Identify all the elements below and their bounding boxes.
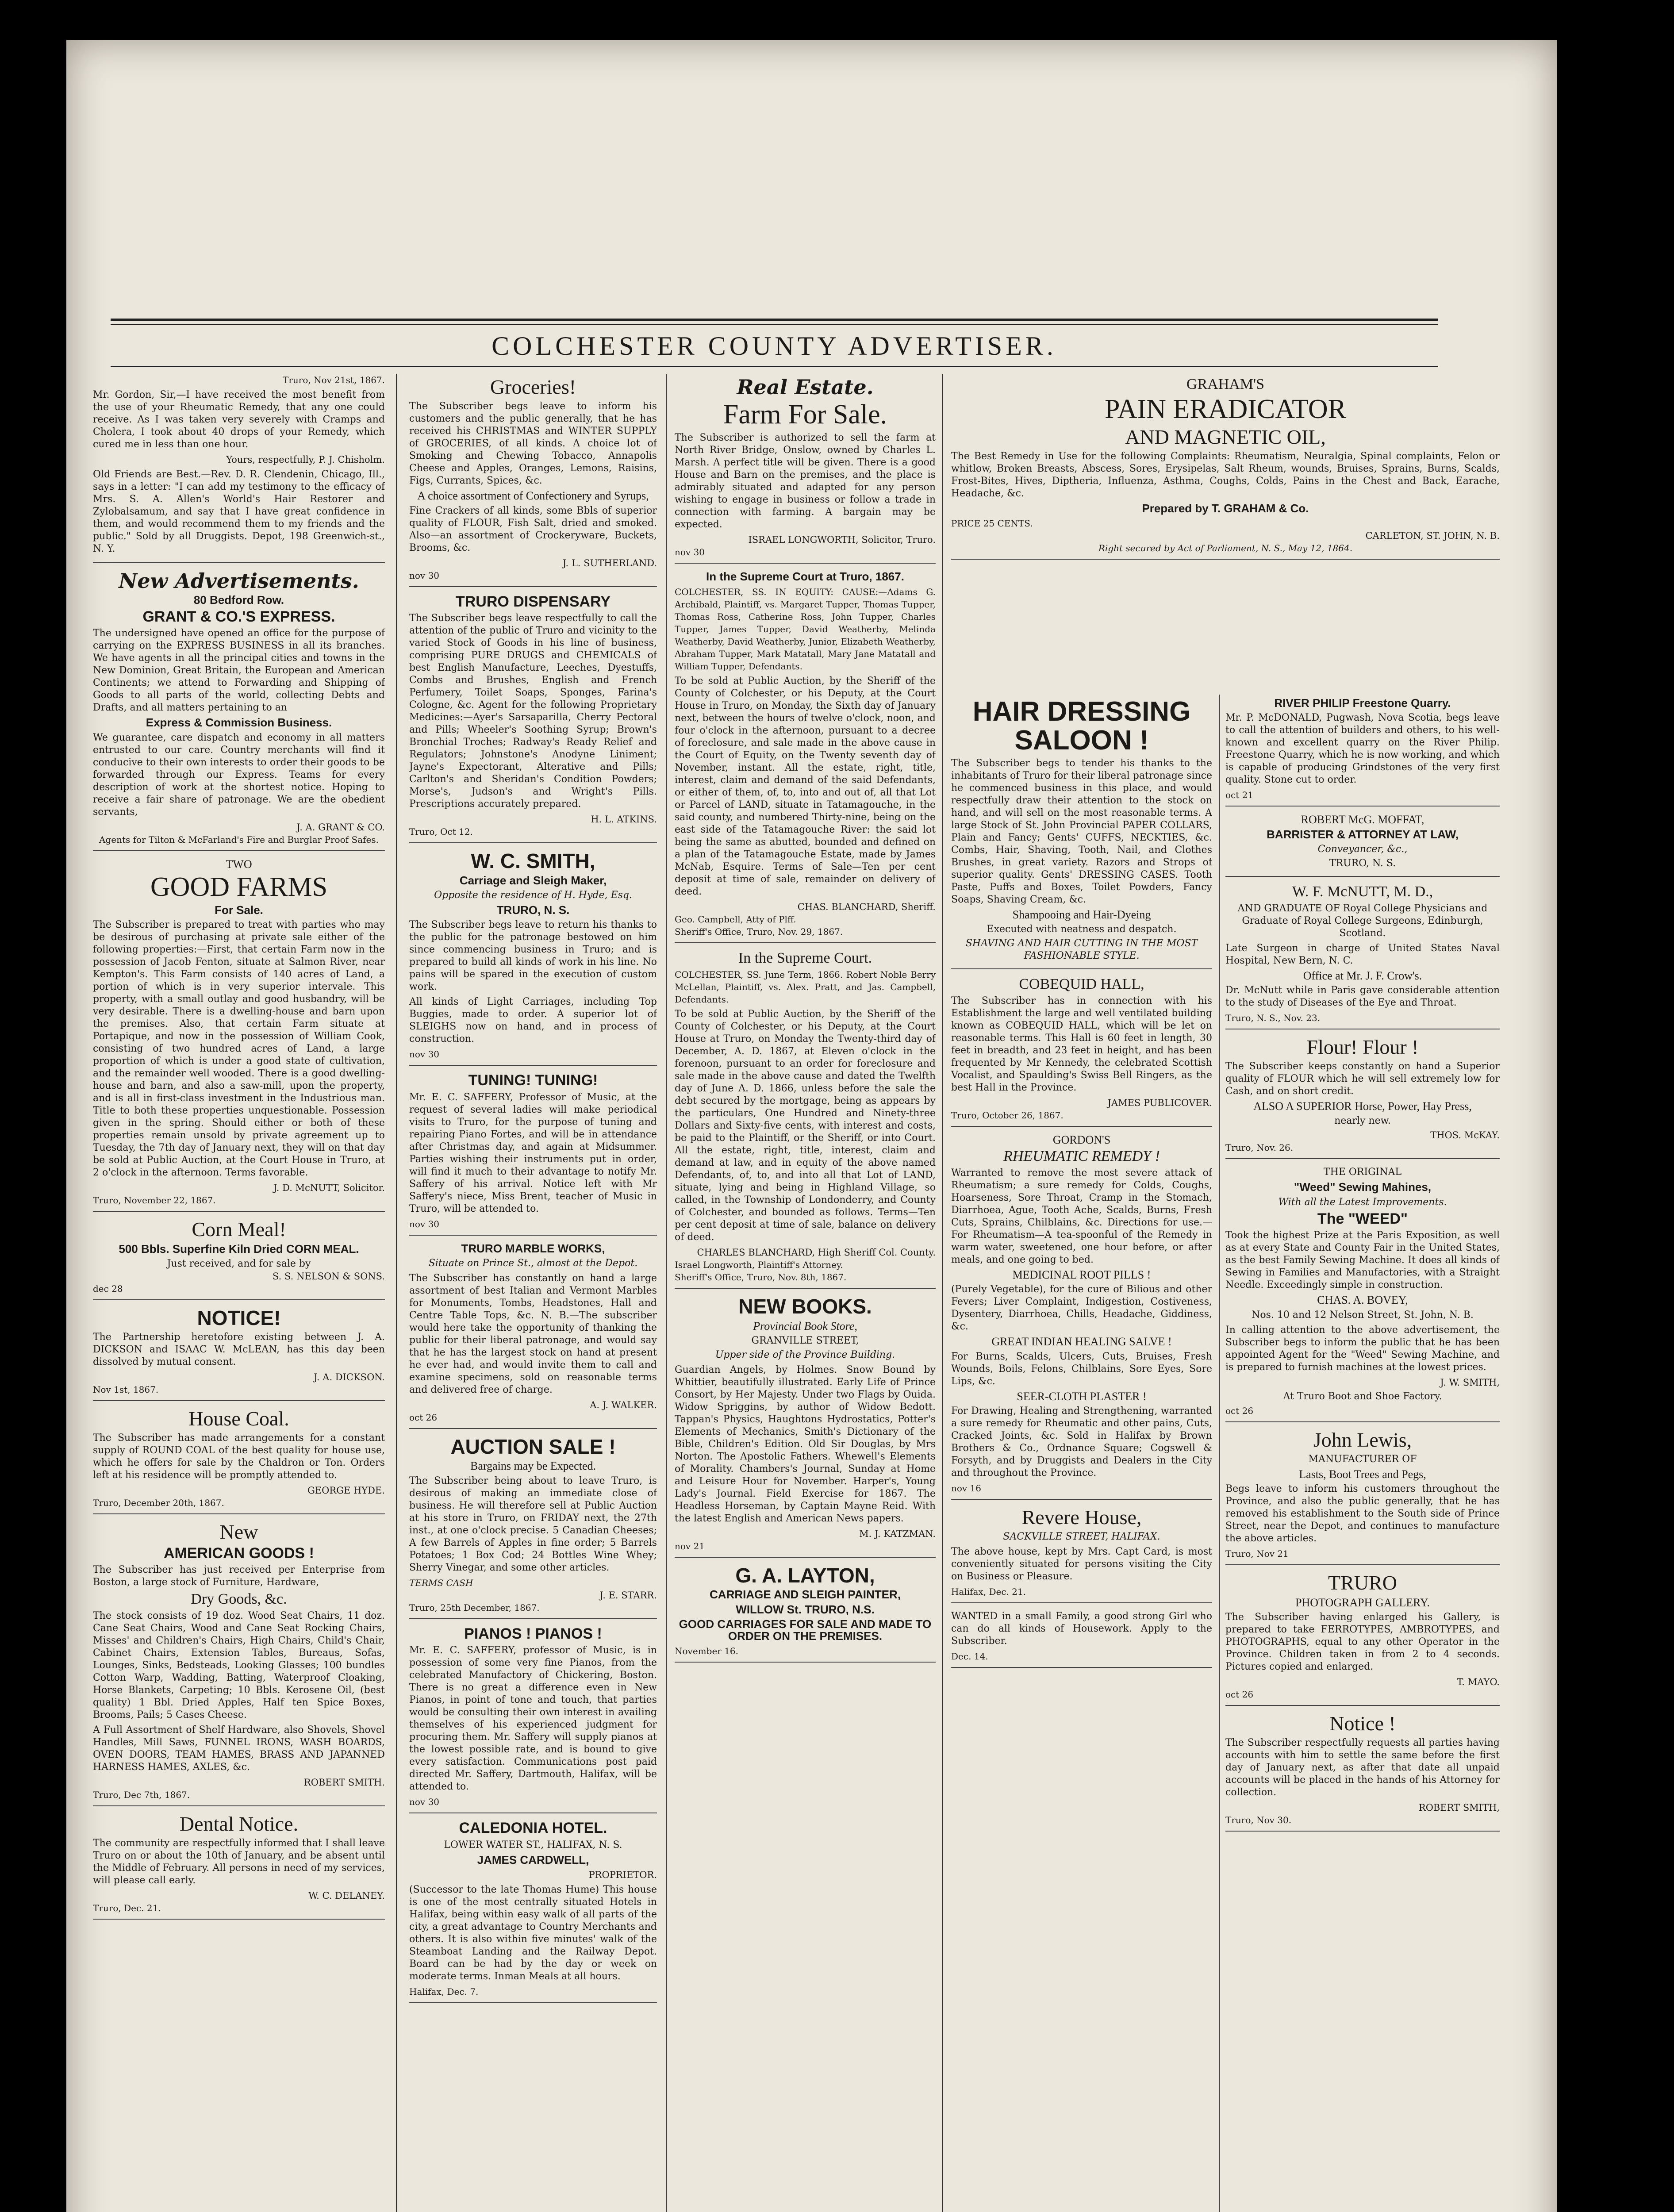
ad-signature: CHAS. A. BOVEY,	[1317, 1294, 1408, 1307]
ad-body: 500 Bbls. Superfine Kiln Dried CORN MEAL.	[119, 1242, 359, 1256]
ad-title: CALEDONIA HOTEL.	[459, 1820, 607, 1837]
ad-date: nov 30	[409, 1218, 440, 1229]
ad-signature: J. A. DICKSON.	[314, 1372, 385, 1383]
ad-date: Sheriff's Office, Truro, Nov. 8th, 1867.	[675, 1272, 847, 1283]
ad-title: Flour! Flour !	[1306, 1035, 1419, 1058]
ad-body: GOOD CARRIAGES FOR SALE AND MADE TO ORDER ON THE PREMISES.	[679, 1617, 932, 1643]
ad-signature: ROBERT SMITH.	[303, 1777, 385, 1788]
ad-signature: W. C. DELANEY.	[308, 1890, 385, 1901]
ad-address: 80 Bedford Row.	[193, 593, 284, 607]
ad-case: COLCHESTER, SS. June Term, 1866. Robert Noble Berry McLellan, Plaintiff, vs. Alex. Pratt, and Jas. Campbell, Defendants.	[675, 969, 936, 1005]
testimonial-letter	[93, 374, 385, 563]
ad-body: The Subscriber respectfully requests all parties having accounts with him to settle the same before the first day of January next, as after that date all unpaid accounts will be placed in the hands of his Attorney for collection.	[1225, 1737, 1500, 1798]
ad-pain-eradicator	[951, 376, 1500, 560]
ad-farm-for-sale	[675, 400, 936, 564]
ad-body: The Subscriber being about to leave Truro, is desirous of making an immediate close of business. He will therefore sell at Public Auction at his store in Truro, on FRIDAY next, the 27th inst., at one o'clock precise. 5 Canadian Cheeses; A few Barrels of Apples in fine order; 5 Barrels Potatoes; 1 Box Cod; 24 Bottles Wine Whey; Sherry Vinegar, and some other articles.	[409, 1475, 657, 1573]
ad-date: Truro, Nov. 26.	[1225, 1142, 1294, 1153]
ad-location: TRURO, N. S.	[496, 903, 570, 917]
ad-date: nov 21	[675, 1540, 705, 1551]
ad-date: Sheriff's Office, Truro, Nov. 29, 1867.	[675, 926, 843, 937]
ad-signature: H. L. ATKINS.	[591, 814, 657, 825]
ad-maker: Prepared by T. GRAHAM & Co.	[1142, 502, 1309, 515]
ad-new-books	[675, 1296, 936, 1558]
ad-attorney: Israel Longworth, Plaintiff's Attorney.	[675, 1260, 843, 1271]
ad-marble-works	[409, 1243, 657, 1429]
ad-subtitle: The "WEED"	[1317, 1210, 1408, 1227]
ad-date: oct 26	[1225, 1689, 1254, 1700]
ad-subtitle: Dry Goods, &c.	[191, 1591, 287, 1608]
ad-address: Nos. 10 and 12 Nelson Street, St. John, N. B.	[1252, 1309, 1474, 1321]
ad-layton	[675, 1565, 936, 1663]
ad-signature: J. L. SUTHERLAND.	[562, 557, 657, 568]
ad-date: Truro, December 20th, 1867.	[93, 1498, 224, 1509]
ad-body: Dr. McNutt while in Paris gave considerable attention to the study of Diseases of the Eye and Throat.	[1225, 984, 1500, 1008]
ad-subtitle: LOWER WATER ST., HALIFAX, N. S.	[444, 1839, 622, 1851]
ad-date: nov 30	[675, 547, 705, 558]
ad-note: Right secured by Act of Parliament, N. S., May 12, 1864.	[1098, 543, 1353, 554]
ad-title: W. F. McNUTT, M. D.,	[1292, 883, 1433, 900]
ad-auction-sale	[409, 1436, 657, 1619]
column-4-left	[951, 695, 1212, 2212]
ad-body: To be sold at Public Auction, by the Sheriff of the County of Colchester, or his Deputy, at the Court House in Truro, on Monday, the Sixth day of January next, between the hours of twelve o'clock, noon, and four o'clock in the afternoon, pursuant to a decree of foreclosure, and sale made in the above cause in the Court of Equity, on the Twenty seventh day of November, instant. All the estate, right, title, interest, claim and demand of the said Defendants, or either of them, of, to, into and out of, all that Lot or Parcel of LAND, situate in Tatamagouche, in the said county, and numbered Thirty-nine, being on the east side of the Tatamagouche River: the said lot being the same as abutted, bounded and defined on a plan of the Tatamagouche Estate, made by James McNab, Esquire. Terms of Sale—Ten per cent deposit at time of sale, remainder on delivery of deed.	[675, 675, 936, 897]
ad-body: The Subscriber begs leave to return his thanks to the public for the patronage bestowed on him since commencing business in Truro; and is prepared to build all kinds of work in his line. No pains will be spared in the execution of custom work.	[409, 919, 657, 993]
ad-date: Truro, Dec. 21.	[93, 1903, 161, 1914]
ad-title: John Lewis,	[1313, 1428, 1412, 1451]
ad-body: Begs leave to inform his customers throughout the Province, and also the public generally, that he has removed his establishment to the South side of Prince Street, near the Depot, and continues to manufacture the above articles.	[1225, 1483, 1500, 1544]
ad-groceries	[409, 376, 657, 587]
ad-title: Dental Notice.	[179, 1813, 299, 1836]
ad-title: Corn Meal!	[192, 1218, 286, 1241]
column-divider	[666, 374, 667, 2212]
ad-date: oct 21	[1225, 790, 1254, 801]
ad-brand: GRAHAM'S	[1186, 376, 1265, 392]
ad-signature: J. W. SMITH,	[1440, 1377, 1500, 1388]
ad-attorney: Geo. Campbell, Atty of Plff.	[675, 914, 796, 925]
ad-body: (Purely Vegetable), for the cure of Bilious and other Fevers; Liver Complaint, Indigestion, Costiveness, Dysentery, Diarrhoea, Chills, Headache, Giddiness, &c.	[951, 1284, 1212, 1333]
ad-body: The Subscriber has in connection with his Establishment the large and well ventilated building known as COBEQUID HALL, which will be let on reasonable terms. This Hall is 60 feet in length, 30 feet in breadth, and 23 feet in height, and has been frequented by Mr Kennedy, the celebrated Scottish Vocalist, and Spaulding's Swiss Bell Ringers, as the best Hall in the Province.	[951, 995, 1212, 1094]
masthead-title: COLCHESTER COUNTY ADVERTISER.	[491, 331, 1057, 361]
ad-kicker: THE ORIGINAL	[1323, 1167, 1402, 1178]
ad-location: CARLETON, ST. JOHN, N. B.	[1365, 530, 1500, 541]
ad-tuning	[409, 1073, 657, 1236]
ad-name: ROBERT McG. MOFFAT,	[1301, 813, 1424, 826]
ad-body: The stock consists of 19 doz. Wood Seat Chairs, 11 doz. Cane Seat Chairs, Wood and Cane Seat Rocking Chairs, Misses' and Children's Chairs, High Chairs, Child's Chair, Cabinet Chairs, Extension Tables, Bureaus, Sofas, Lounges, Sinks, Bedsteads, Looking Glasses; 100 bundles Cotton Warp, Wadding, Batting, Waterproof Cloaking, Horse Blankets, Carpeting; 10 Bbls. Kerosene Oil, (best quality) 1 Bbl. Dried Apples, Half ten Spice Boxes, Brooms, Pails; 5 Cases Cheese.	[93, 1610, 385, 1721]
ad-title: NOTICE!	[197, 1306, 281, 1329]
ad-weed-sewing	[1225, 1166, 1500, 1422]
column-divider	[942, 374, 943, 2212]
ad-body: The Subscriber is authorized to sell the farm at North River Bridge, Onslow, owned by Charles L. Marsh. A perfect title will be given. There is a good House and Barn on the premises, and the place is admirably situated and adapted for any person wishing to engage in business or follow a trade in connection with farming. A bargain may be expected.	[675, 432, 936, 530]
ad-proprietor: JAMES CARDWELL,	[477, 1853, 589, 1867]
ad-supreme-court-equity	[675, 571, 936, 943]
ad-subtitle: Lasts, Boot Trees and Pegs,	[1299, 1468, 1426, 1481]
ad-kicker: TWO	[226, 857, 252, 871]
ad-subtitle: Executed with neatness and despatch.	[987, 924, 1177, 935]
ad-title: Revere House,	[1021, 1506, 1142, 1529]
column-divider	[396, 374, 397, 2212]
ad-body: Mr. E. C. SAFFERY, professor of Music, is in possession of some very fine Pianos, from the celebrated Manufactory of Chickering, Boston. There is no great a difference even in New Pianos, in point of tone and touch, that parties would be consulting their own interest in availing themselves of his experienced judgment for procuring them. Mr. Saffery will supply pianos at the lowest possible rate, and is bound to give every satisfaction. Communications post paid directed Mr. Saffery, Dartmouth, Halifax, will be attended to.	[409, 1645, 657, 1793]
column-3	[675, 374, 936, 2212]
ad-address: GRANVILLE STREET,	[751, 1335, 859, 1346]
ad-subtitle: AND GRADUATE OF Royal College Physicians and Graduate of Royal College Surgeons, Edinburgh, Scotland.	[1237, 902, 1488, 939]
ad-subtitle: PHOTOGRAPH GALLERY.	[1295, 1596, 1430, 1609]
ad-body: The Subscriber has made arrangements for a constant supply of ROUND COAL of the best quality for house use, which he offers for sale by the Chaldron or Ton. Orders left at his residence will be promptly attended to.	[93, 1432, 385, 1481]
ad-date: nov 30	[409, 1049, 440, 1060]
ad-date: oct 26	[409, 1412, 438, 1423]
ad-subtitle: Provincial Book Store,	[753, 1319, 857, 1333]
ad-good-farms	[93, 858, 385, 1212]
column-4-right	[1225, 695, 1500, 2212]
ad-title: TRURO MARBLE WORKS,	[461, 1241, 605, 1255]
ad-title: In the Supreme Court.	[738, 949, 872, 966]
ad-grant-express	[93, 594, 385, 851]
ad-subtitle: A choice assortment of Confectionery and Syrups,	[417, 489, 649, 503]
ad-title: Groceries!	[490, 376, 576, 398]
ad-date: Truro, 25th December, 1867.	[409, 1602, 540, 1613]
ad-body: Just received, and for sale by	[167, 1258, 311, 1269]
ad-body: To be sold at Public Auction, by the Sheriff of the County of Colchester, or his Deputy, at the Court House at Truro, on Monday the Twenty-third day of December, A. D. 1867, at Eleven o'clock in the forenoon, pursuant to an order for foreclosure and sale made in the above cause and dated the Twelfth day of June A. D. 1866, unless before the sale the debt secured by the mortgage, being as appears by the particulars, One Hundred and Ninety-three Dollars and Sixty-five cents, with interest and costs, be paid to the Plaintiff, or the Sheriff, or into Court. All the estate, right, title, interest, claim and demand at law, and in equity of the above named Defendants, of, to, and into all that Lot of LAND, situate, lying and being in Highland Village, so called, in the Township of Londonderry, and County of Colchester, and bounded as follows. Terms—Ten per cent deposit at time of sale, balance on delivery of deed.	[675, 1009, 936, 1243]
ad-body: Late Surgeon in charge of United States Naval Hospital, New Bern, N. C.	[1225, 942, 1500, 966]
ad-date: Halifax, Dec. 21.	[951, 1586, 1026, 1598]
ad-body: The Subscriber keeps constantly on hand a Superior quality of FLOUR which he will sell extremely low for Cash, and on short credit.	[1225, 1061, 1500, 1097]
ad-title: G. A. LAYTON,	[735, 1563, 875, 1587]
ad-title: W. C. SMITH,	[471, 849, 595, 873]
ad-photograph-gallery	[1225, 1572, 1500, 1706]
ad-subtitle: For Sale.	[215, 903, 263, 917]
ad-body: WANTED in a small Family, a good strong Girl who can do all kinds of Housework. Apply to the Subscriber.	[951, 1611, 1212, 1647]
ad-body: The Subscriber begs leave respectfully to call the attention of the public of Truro and vicinity to the varied Stock of Goods in his line of business, comprising PURE DRUGS and CHEMICALS of best English Manufacture, Leeches, Dyestuffs, Combs and Brushes, English and French Perfumery, Toilet Soaps, Sponges, Farina's Cologne, &c. Agent for the following Proprietary Medicines:—Ayer's Sarsaparilla, Cherry Pectoral and Pills; Wheeler's Soothing Syrup; Brown's Bronchial Troches; Radway's Ready Relief and Regulators; Johnstone's Anodyne Liniment; Jayne's Expectorant, Alterative and Pills; Carlton's and Sheridan's Condition Powders; Morse's, Judson's and Wright's Pills. Prescriptions accurately prepared.	[409, 613, 657, 810]
ad-title: AUCTION SALE !	[450, 1435, 616, 1459]
masthead	[111, 319, 1438, 367]
ad-signature: T. MAYO.	[1457, 1676, 1500, 1687]
ad-date: November 16.	[675, 1646, 739, 1657]
ad-signature: M. J. KATZMAN.	[859, 1528, 936, 1539]
ad-subtitle: Office at Mr. J. F. Crow's.	[1303, 969, 1422, 982]
ad-signature: J. D. McNUTT, Solicitor.	[273, 1183, 385, 1194]
ad-wanted	[951, 1610, 1212, 1668]
ad-caledonia-hotel	[409, 1820, 657, 2003]
column-1	[93, 374, 385, 2212]
ad-body: The Subscriber begs leave to inform his customers and the public generally, that he has received his CHRISTMAS and WINTER SUPPLY of GROCERIES, of all kinds. A choice lot of Smoking and Chewing Tobacco, Annapolis Cheese and Apples, Oranges, Lemons, Raisins, Figs, Currants, Spices, &c.	[409, 401, 657, 487]
column-2	[409, 374, 657, 2212]
ad-supreme-court-foreclosure	[675, 950, 936, 1289]
ad-subtitle: AND MAGNETIC OIL,	[1125, 425, 1326, 448]
ad-date: Truro, Nov 30.	[1225, 1815, 1292, 1826]
ad-body: The above house, kept by Mrs. Capt Card, is most conveniently situated for persons visiting the City on Business or Pleasure.	[951, 1546, 1212, 1582]
ad-body: The Partnership heretofore existing between J. A. DICKSON and ISAAC W. McLEAN, has this day been dissolved by mutual consent.	[93, 1332, 385, 1368]
ad-title: RHEUMATIC REMEDY !	[1003, 1148, 1160, 1165]
ad-john-lewis	[1225, 1429, 1500, 1566]
ad-signature: ISRAEL LONGWORTH, Solicitor, Truro.	[748, 534, 936, 545]
ad-date: Nov 1st, 1867.	[93, 1384, 159, 1395]
ad-date: Halifax, Dec. 7.	[409, 1986, 479, 1997]
ad-kicker: New	[219, 1521, 258, 1544]
ad-body: Mr. P. McDONALD, Pugwash, Nova Scotia, begs leave to call the attention of builders and others, to his well-known and excellent quarry on the River Philip. Freestone Quarry, which he is now working, and which is capable of producing Grindstones of the very first quality. Stone cut to order.	[1225, 712, 1500, 786]
ad-subtitle: Conveyancer, &c.,	[1317, 843, 1408, 855]
ad-title: In the Supreme Court at Truro, 1867.	[706, 570, 904, 584]
ad-signature: ROBERT SMITH,	[1418, 1802, 1500, 1813]
ad-subtitle: Carriage and Sleigh Maker,	[459, 873, 607, 887]
ad-date: Truro, October 26, 1867.	[951, 1110, 1064, 1121]
ad-body: The Subscriber begs to tender his thanks to the inhabitants of Truro for their liberal patronage since he commenced business in this place, and would respectfully draw their attention to the stock on hand, and will sell on the most reasonable terms. A large Stock of St. John Provincial PAPER COLLARS, Plain and Fancy; Gents' CUFFS, NECKTIES, &c. Combs, Hair, Shaving, Tooth, Nail, and Clothes Brushes, in great variety. Razors and Strops of superior quality. Gents' DRESSING CASES. Tooth Paste, Puffs and Boxes, Toilet Powders, Fancy Soaps, Shaving Cream, &c.	[951, 758, 1212, 906]
ad-american-goods	[93, 1521, 385, 1806]
ad-location: At Truro Boot and Shoe Factory.	[1283, 1390, 1442, 1402]
ad-body: The undersigned have opened an office for the purpose of carrying on the EXPRESS BUSINESS in all its branches. We have agents in all the principal cities and towns in the New Dominion, Great Britain, the European and American Continents; we attend to Forwarding and Shipping of Goods to all parts of the world, collecting Debts and Drafts, and all matters pertaining to an	[93, 628, 385, 714]
ad-subtitle: Bargains may be Expected.	[470, 1459, 596, 1473]
ad-subtitle: SHAVING AND HAIR CUTTING IN THE MOST FASHIONABLE STYLE.	[965, 938, 1198, 962]
ad-body: Guardian Angels, by Holmes. Snow Bound by Whittier, beautifully illustrated. Early Life of Prince Consort, by Her Majesty. Under two Flags by Ouida. Widow Spriggins, by author of Widow Bedott. Tappan's Physics, Haughtons Hydrostatics, Potter's Elements of Mechanics, Smith's Dictionary of the Bible, Children's Edition. Old Sir Douglas, by Mrs Norton. The Apostolic Fathers. Whewell's Elements of Morality. Chambers's Journal, Sunday at Home and Leisure Hour for November. Harper's, Young Lady's Journal. Field Exercise for 1867. The Headless Horseman, by Captain Mayne Reid. With the latest English and American News papers.	[675, 1364, 936, 1524]
ad-location: WILLOW St. TRURO, N.S.	[736, 1602, 875, 1616]
ad-gordons-remedies	[951, 1134, 1212, 1500]
section-heading-real-estate: Real Estate.	[737, 375, 874, 399]
ad-mcnutt	[1225, 884, 1500, 1029]
column-4-top	[951, 374, 1500, 684]
ad-title: GRANT & CO.'S EXPRESS.	[142, 608, 335, 625]
ad-body: For Burns, Scalds, Ulcers, Cuts, Bruises, Fresh Wounds, Boils, Felons, Chilblains, Sore Eyes, Sore Lips, &c.	[951, 1351, 1212, 1387]
ad-body: For Drawing, Healing and Strengthening, warranted a sure remedy for Rheumatic and other pains, Cuts, Cracked Joints, &c. Sold in Halifax by Brown Brothers & Co., Ordnance Square; Cogswell & Forsyth, and by Druggists and Dealers in the City and throughout the Province.	[951, 1406, 1212, 1479]
ad-title: HAIR DRESSING SALOON !	[972, 696, 1191, 756]
ad-subtitle: Shampooing and Hair-Dyeing	[1012, 908, 1151, 922]
letter-body: Mr. Gordon, Sir,—I have received the most benefit from the use of your Rheumatic Remedy, that any one could receive. As I was taken very severely with Cramps and Cholera, I took about 40 drops of your Remedy, which cured me in less than one hour.	[93, 389, 385, 450]
ad-signature: JAMES PUBLICOVER.	[1107, 1098, 1212, 1109]
ad-date: Truro, November 22, 1867.	[93, 1195, 216, 1206]
ad-subtitle: SEER-CLOTH PLASTER !	[1017, 1390, 1147, 1403]
ad-corn-meal	[93, 1219, 385, 1300]
ad-date: Dec. 14.	[951, 1651, 988, 1662]
ad-date: Truro, N. S., Nov. 23.	[1225, 1012, 1321, 1023]
section-heading-new-advertisements: New Advertisements.	[119, 569, 359, 593]
ad-dental-notice	[93, 1813, 385, 1920]
ad-signature: S. S. NELSON & SONS.	[273, 1271, 385, 1282]
ad-house-coal	[93, 1408, 385, 1514]
ad-title: House Coal.	[188, 1407, 289, 1430]
ad-date: nov 16	[951, 1483, 982, 1494]
ad-date: nov 30	[409, 570, 440, 581]
ad-body: The Best Remedy in Use for the following Complaints: Rheumatism, Neuralgia, Spinal complaints, Felon or whitlow, Broken Breasts, Abscess, Sores, Erysipelas, Salt Rheum, wounds, Bruises, Sprains, Burns, Scalds, Frost-Bites, Hives, Diptheria, Influenza, Asthma, Coughs, Colds, Pains in the Chest and Back, Earache, Headache, &c.	[951, 451, 1500, 499]
ad-subtitle: With all the Latest Improvements.	[1278, 1196, 1447, 1208]
ad-title: TRURO DISPENSARY	[455, 593, 611, 610]
ad-price: PRICE 25 CENTS.	[951, 518, 1033, 529]
ad-cobequid-hall	[951, 976, 1212, 1127]
ad-role: PROPRIETOR.	[588, 1870, 657, 1881]
ad-notice-smith	[1225, 1713, 1500, 1832]
ad-title: Farm For Sale.	[723, 399, 887, 430]
ad-terms: TERMS CASH	[409, 1577, 473, 1588]
ad-signature: A. J. WALKER.	[590, 1400, 657, 1411]
ad-date: oct 26	[1225, 1405, 1254, 1416]
ad-body: Mr. E. C. SAFFERY, Professor of Music, at the request of several ladies will make periodical visits to Truro, for the purpose of tuning and repairing Piano Fortes, and will be in attendance after Christmas day, and again at Midsummer. Parties wishing their instruments put in order, will find it much to their advantage to notify Mr. Saffery of his arrival. Notice left with Mr Saffery's niece, Miss Brent, teacher of Music in Truro, will be attended to.	[409, 1091, 657, 1214]
masthead-rule-top	[111, 319, 1438, 325]
ad-hair-dressing-saloon	[951, 697, 1212, 969]
ad-signature: GEORGE HYDE.	[307, 1485, 385, 1496]
ad-subtitle: MEDICINAL ROOT PILLS !	[1012, 1268, 1151, 1282]
ad-title: PIANOS ! PIANOS !	[464, 1625, 602, 1642]
ad-note: Agents for Tilton & McFarland's Fire and Burglar Proof Safes.	[99, 834, 379, 845]
ad-pianos	[409, 1626, 657, 1814]
ad-subtitle: MANUFACTURER OF	[1308, 1454, 1417, 1465]
ad-body: The Subscriber has just received per Enterprise from Boston, a large stock of Furniture, Hardware,	[93, 1564, 385, 1588]
ad-body: Warranted to remove the most severe attack of Rheumatism; a sure remedy for Colds, Coughs, Hoarseness, Sore Throat, Cramp in the Stomach, Diarrhoea, Ague, Tooth Ache, Scalds, Burns, Fresh Cuts, Sprains, Chilblains, &c. Directions for use.—For Rheumatism—A tea-spoonful of the Remedy in warm water, sweetened, one hour before, or after meals, and one going to bed.	[951, 1167, 1212, 1266]
ad-body: The Subscriber is prepared to treat with parties who may be desirous of purchasing at private sale either of the following properties:—First, that certain Farm now in the possession of Jacob Fenton, situate at Salmon River, near Kempton's. This Farm consists of 140 acres of Land, a portion of which is in very superior intervale. This property, with a small outlay and good husbandry, will be very desirable. There is a dwelling-house and barn upon the premises. Also, that certain Farm situate at Portapique, and now in the possession of William Cook, consisting of two hundred acres of Land, a large proportion of which is under a good state of cultivation, and the remainder well wooded. There is a good dwelling-house and barn, and also a saw-mill, upon the property, and is all in first-class investment in the Industrious man. Title to both these properties unquestionable. Possession given in the spring. Should either or both of these properties remain unsold by private agreement up to Tuesday, the 7th day of January next, they will on that day be sold at Public Auction, at the Court House in Truro, at 2 o'clock in the afternoon. Terms favorable.	[93, 919, 385, 1179]
ad-date: Truro, Oct 12.	[409, 826, 473, 837]
ad-title: TRURO	[1328, 1571, 1397, 1594]
ad-date: Truro, Dec 7th, 1867.	[93, 1790, 190, 1801]
ad-title: RIVER PHILIP Freestone Quarry.	[1274, 696, 1451, 710]
ad-subtitle: CARRIAGE AND SLEIGH PAINTER,	[710, 1588, 901, 1601]
dateline: Truro, Nov 21st, 1867.	[282, 375, 385, 385]
ad-title: "Weed" Sewing Mahines,	[1294, 1180, 1432, 1194]
ad-partnership-notice	[93, 1307, 385, 1401]
ad-subtitle: ALSO A SUPERIOR Horse, Power, Hay Press,	[1253, 1100, 1472, 1113]
ad-body: The community are respectfully informed that I shall leave Truro on or about the 10th of January, and be absent until the Middle of February. All persons in need of my services, will please call early.	[93, 1838, 385, 1886]
ad-date: Truro, Nov 21	[1225, 1548, 1289, 1559]
ad-subtitle: Situate on Prince St., almost at the Depot.	[428, 1258, 638, 1269]
ad-flour	[1225, 1037, 1500, 1160]
ad-body: In calling attention to the above advertisement, the Subscriber begs to inform the public that he has been appointed Agent for the "Weed" Sewing Machine, and is prepared to furnish machines at the lowest prices.	[1225, 1324, 1500, 1373]
ad-case: COLCHESTER, SS. IN EQUITY: CAUSE:—Adams G. Archibald, Plaintiff, vs. Margaret Tupper, Thomas Tupper, Thomas Ross, Catherine Ross, John Tupper, Charles Tupper, James Tupper, David Weatherby, Melinda Weatherby, David Weatherby, Junior, Elizabeth Weatherby, Abraham Tupper, Mark Matatall, Mary Jane Matatall and William Tupper, Defendants.	[675, 586, 936, 672]
ad-signature: J. A. GRANT & CO.	[296, 822, 385, 833]
hair-restorer-notice: Old Friends are Best.—Rev. D. R. Clendenin, Chicago, Ill., says in a letter: "I can add my testimony to the efficacy of Mrs. S. A. Allen's World's Hair Restorer and Zylobalsamum, and say that I have great confidence in them, and would recommend them to my friends and the public." Sold by all Druggists. Depot, 198 Greenwich-st., N. Y.	[93, 469, 385, 554]
ad-brand: GORDON'S	[1052, 1133, 1111, 1147]
ad-body: Took the highest Prize at the Paris Exposition, as well as at every State and County Fair in the United States, as the best Family Sewing Machine. It does all kinds of Sewing in Families and Manufactories, with a Straight Needle. Exceedingly simple in construction.	[1225, 1230, 1500, 1291]
ad-signature: CHAS. BLANCHARD, Sheriff.	[797, 901, 936, 912]
masthead-rule-bottom	[111, 366, 1438, 367]
ad-body: The Subscriber has constantly on hand a large assortment of best Italian and Vermont Marbles for Monuments, Tombs, Headstones, Hall and Centre Table Tops, &c. N. B.—The subscriber would here take the opportunity of thanking the public for their liberal patronage, and would say that he has the largest stock on hand at present he ever had, and would invite them to call and examine specimens, sold on reasonable terms and delivered free of charge.	[409, 1273, 657, 1396]
ad-signature: J. E. STARR.	[599, 1590, 657, 1601]
ad-body: (Successor to the late Thomas Hume) This house is one of the most centrally situated Hotels in Halifax, being within easy walk of all parts of the city, a great advantage to Country Merchants and others. It is also within five minutes' walk of the Steamboat Landing and the Railway Depot. Board can be had by the day or week on moderate terms. Inman Meals at all hours.	[409, 1884, 657, 1982]
ad-address: Upper side of the Province Building.	[715, 1349, 895, 1360]
ad-body: All kinds of Light Carriages, including Top Buggies, made to order. A superior lot of SLEIGHS now on hand, and in process of construction.	[409, 996, 657, 1045]
ad-date: dec 28	[93, 1283, 123, 1294]
ad-truro-dispensary	[409, 594, 657, 844]
ad-address: SACKVILLE STREET, HALIFAX.	[1003, 1531, 1160, 1543]
ad-title: GOOD FARMS	[150, 872, 328, 902]
ad-title: NEW BOOKS.	[738, 1295, 872, 1318]
ad-title: TUNING! TUNING!	[468, 1072, 598, 1089]
ad-subtitle: GREAT INDIAN HEALING SALVE !	[991, 1335, 1172, 1348]
ad-body: The Subscriber having enlarged his Gallery, is prepared to take FERROTYPES, AMBROTYPES, and PHOTOGRAPHS, equal to any other Operator in the Province. Children taken in from 2 to 4 seconds. Pictures copied and enlarged.	[1225, 1611, 1500, 1672]
ad-subtitle: Opposite the residence of H. Hyde, Esq.	[434, 889, 632, 901]
ad-revere-house	[951, 1507, 1212, 1603]
column-divider	[1219, 695, 1220, 2212]
ad-moffat	[1225, 814, 1500, 877]
ad-body: We guarantee, care dispatch and economy in all matters entrusted to our care. Country merchants will find it conducive to their own interests to order their goods to be forwarded through our Express. Teams for every description of work at the shortest notice. Hoping to receive a fair share of patronage. We are the obedient servants,	[93, 732, 385, 818]
ad-signature: CHARLES BLANCHARD, High Sheriff Col. County.	[697, 1247, 936, 1258]
ad-title: BARRISTER & ATTORNEY AT LAW,	[1267, 827, 1459, 841]
ad-title: AMERICAN GOODS !	[164, 1544, 314, 1562]
ad-wc-smith	[409, 850, 657, 1066]
ad-location: TRURO, N. S.	[1329, 857, 1396, 869]
letter-signature: Yours, respectfully, P. J. Chisholm.	[226, 454, 385, 465]
ad-subtitle: nearly new.	[1334, 1115, 1391, 1127]
ad-date: nov 30	[409, 1797, 440, 1808]
ad-title: COBEQUID HALL,	[1019, 976, 1144, 993]
ad-signature: THOS. McKAY.	[1430, 1130, 1500, 1141]
ad-body: Fine Crackers of all kinds, some Bbls of superior quality of FLOUR, Fish Salt, dried and smoked. Also—an assortment of Crockeryware, Buckets, Brooms, &c.	[409, 505, 657, 553]
ad-title: Notice !	[1329, 1712, 1396, 1735]
ad-freestone-quarry	[1225, 697, 1500, 806]
ad-title: PAIN ERADICATOR	[1104, 394, 1347, 424]
ad-subtitle: Express & Commission Business.	[146, 716, 332, 730]
ad-body: A Full Assortment of Shelf Hardware, also Shovels, Shovel Handles, Mill Saws, FUNNEL IRONS, WASH BOARDS, OVEN DOORS, TEAM HAMES, BRASS AND JAPANNED HARNESS HAMES, AXLES, &c.	[93, 1724, 385, 1773]
